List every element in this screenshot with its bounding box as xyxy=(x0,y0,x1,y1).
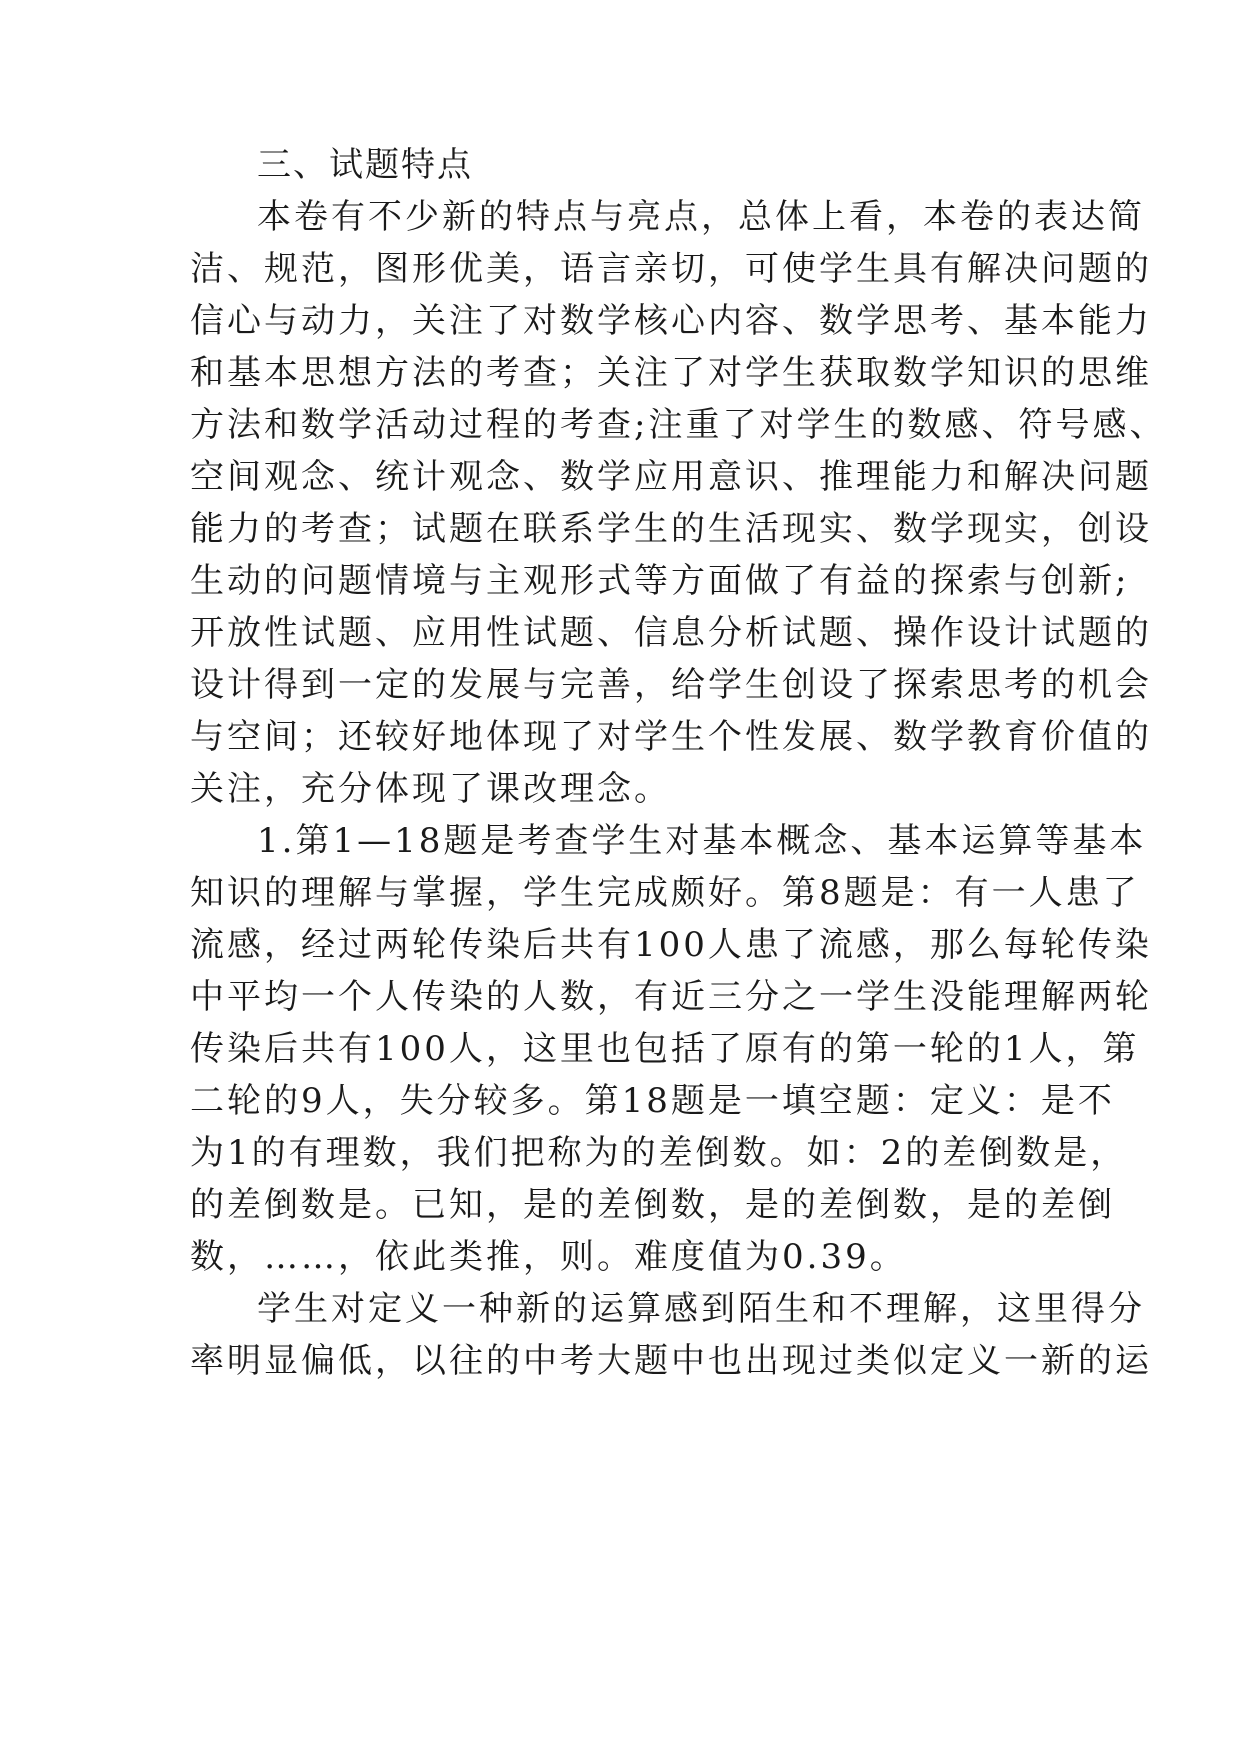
paragraph-line: 知识的理解与掌握，学生完成颇好。第8题是：有一人患了 xyxy=(190,873,1140,913)
paragraph-line: 数，……，依此类推，则。难度值为0.39。 xyxy=(190,1237,907,1277)
paragraph-line: 洁、规范，图形优美，语言亲切，可使学生具有解决问题的 xyxy=(190,249,1152,289)
paragraph-line: 生动的问题情境与主观形式等方面做了有益的探索与创新; xyxy=(190,561,1130,601)
paragraph-line: 信心与动力，关注了对数学核心内容、数学思考、基本能力 xyxy=(190,301,1152,341)
section-heading: 三、试题特点 xyxy=(257,145,473,185)
paragraph-line: 与空间；还较好地体现了对学生个性发展、数学教育价值的 xyxy=(190,717,1152,757)
paragraph-line: 二轮的9人，失分较多。第18题是一填空题：定义：是不 xyxy=(190,1081,1115,1121)
paragraph-line: 传染后共有100人，这里也包括了原有的第一轮的1人，第 xyxy=(190,1029,1140,1069)
paragraph-line: 和基本思想方法的考查；关注了对学生获取数学知识的思维 xyxy=(190,353,1152,393)
paragraph-line: 中平均一个人传染的人数，有近三分之一学生没能理解两轮 xyxy=(190,977,1152,1017)
paragraph-line: 1.第1—18题是考查学生对基本概念、基本运算等基本 xyxy=(257,821,1147,861)
paragraph-line: 的差倒数是。已知，是的差倒数，是的差倒数，是的差倒 xyxy=(190,1185,1115,1225)
paragraph-line: 开放性试题、应用性试题、信息分析试题、操作设计试题的 xyxy=(190,613,1152,653)
paragraph-line: 为1的有理数，我们把称为的差倒数。如：2的差倒数是， xyxy=(190,1133,1128,1173)
paragraph-line: 学生对定义一种新的运算感到陌生和不理解，这里得分 xyxy=(257,1289,1145,1329)
paragraph-line: 流感，经过两轮传染后共有100人患了流感，那么每轮传染 xyxy=(190,925,1152,965)
paragraph-line: 空间观念、统计观念、数学应用意识、推理能力和解决问题 xyxy=(190,457,1152,497)
paragraph-line: 方法和数学活动过程的考查;注重了对学生的数感、符号感、 xyxy=(190,405,1167,445)
paragraph-line: 率明显偏低，以往的中考大题中也出现过类似定义一新的运 xyxy=(190,1341,1152,1381)
paragraph-line: 关注，充分体现了课改理念。 xyxy=(190,769,671,809)
paragraph-line: 本卷有不少新的特点与亮点，总体上看，本卷的表达简 xyxy=(257,197,1145,237)
paragraph-line: 能力的考查；试题在联系学生的生活现实、数学现实，创设 xyxy=(190,509,1152,549)
paragraph-line: 设计得到一定的发展与完善，给学生创设了探索思考的机会 xyxy=(190,665,1152,705)
